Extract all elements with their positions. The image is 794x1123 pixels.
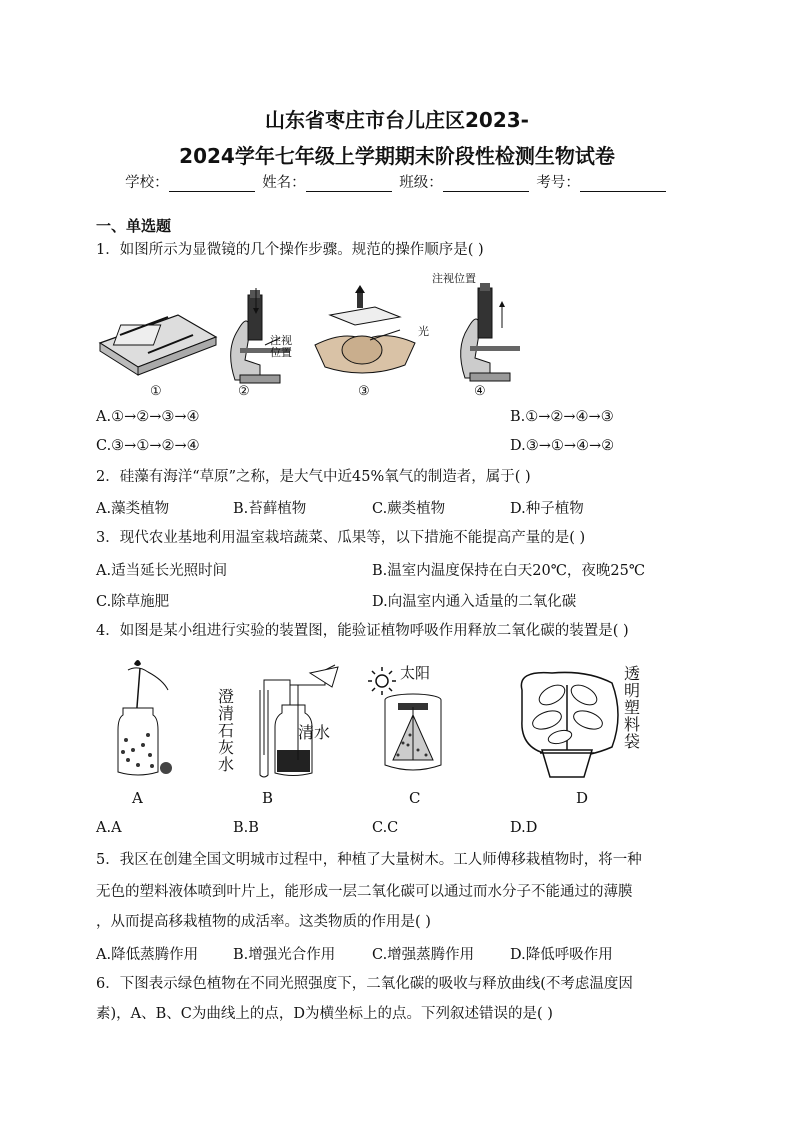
name-label: 姓名： [262,175,306,191]
exam-title-line2: 2024学年七年级上学期期末阶段性检测生物试卷 [179,144,615,168]
q4-fig-label-b: B [262,789,274,807]
exam-title-line1: 山东省枣庄市台儿庄区2023- [265,108,529,132]
q1-option-d[interactable]: D.③→①→④→② [510,438,615,454]
student-info-row [0,171,794,192]
section-heading: 一、单选题 [96,217,172,235]
q3-option-d[interactable]: D.向温室内通入适量的二氧化碳 [372,594,577,610]
q6-stem-line2: 素)，A、B、C为曲线上的点，D为横坐标上的点。下列叙述错误的是( ) [96,1006,553,1022]
q1-annot-watch [270,335,292,359]
q4-option-c[interactable]: C.C [372,820,399,836]
annot-bag-3: 料 [624,715,641,734]
q2-option-c[interactable]: C.蕨类植物 [372,501,446,517]
q4-annot-bag [624,665,640,750]
annot-bag-4: 袋 [624,732,641,751]
q1-fig-label-4: ④ [474,384,486,399]
class-label: 班级： [399,175,443,191]
annot-watch-2: 位置 [270,346,292,359]
q1-annot-light: 光 [418,325,429,338]
q4-fig-label-a: A [132,789,143,807]
q1-option-c[interactable]: C.③→①→②→④ [96,438,200,454]
q4-option-b[interactable]: B.B [233,820,259,836]
q4-annot-sun: 太阳 [400,664,431,682]
q4-figure-d-plant-bag [512,665,622,785]
school-label: 学校： [125,175,169,191]
q4-stem: 4．如图是某小组进行实验的装置图，能验证植物呼吸作用释放二氧化碳的装置是( ) [96,623,629,639]
q2-option-d[interactable]: D.种子植物 [510,501,584,517]
annot-lw-2: 石 [218,721,235,740]
annot-watch-1: 注视 [270,334,292,347]
q3-option-a[interactable]: A.适当延长光照时间 [96,563,228,579]
name-blank[interactable] [306,177,392,192]
q3-option-c[interactable]: C.除草施肥 [96,594,170,610]
q5-option-d[interactable]: D.降低呼吸作用 [510,947,613,963]
q2-option-b[interactable]: B.苔藓植物 [233,501,307,517]
annot-lw-4: 水 [218,755,235,774]
annot-lw-3: 灰 [218,738,235,757]
annot-lw-1: 清 [218,704,235,723]
q4-option-d[interactable]: D.D [510,820,538,836]
q2-stem: 2．硅藻有海洋“草原”之称，是大气中近45%氧气的制造者，属于( ) [96,469,531,485]
q4-fig-label-d: D [576,789,589,807]
q4-fig-label-c: C [409,789,421,807]
q1-stem: 1．如图所示为显微镜的几个操作步骤。规范的操作顺序是( ) [96,242,484,258]
q4-figure-a-candle-jar [108,660,178,780]
q1-fig-label-2: ② [238,384,250,399]
q1-figure-3-hands-slide [305,285,420,380]
q3-stem: 3．现代农业基地利用温室栽培蔬菜、瓜果等，以下措施不能提高产量的是( ) [96,530,586,546]
q5-stem-line2: 无色的塑料液体喷到叶片上，能形成一层二氧化碳可以通过而水分子不能通过的薄膜 [96,884,633,900]
q1-option-a[interactable]: A.①→②→③→④ [96,409,200,425]
q1-fig-label-3: ③ [358,384,370,399]
q3-option-b[interactable]: B.温室内温度保持在白天20℃，夜晚25℃ [372,563,646,579]
q1-annot-watch-top: 注视位置 [432,272,476,285]
q1-figure-1-microscope-stage [98,305,218,380]
q1-fig-label-1: ① [150,384,162,399]
id-label: 考号： [536,175,580,191]
q2-option-a[interactable]: A.藻类植物 [96,501,170,517]
q1-figure-4-microscope [450,283,530,383]
q5-option-a[interactable]: A.降低蒸腾作用 [96,947,199,963]
school-blank[interactable] [169,177,255,192]
id-blank[interactable] [580,177,666,192]
q5-stem-line1: 5．我区在创建全国文明城市过程中，种植了大量树木。工人师傅移栽植物时，将一种 [96,852,642,868]
annot-bag-2: 塑 [624,698,641,717]
q4-option-a[interactable]: A.A [96,820,122,836]
annot-bag-1: 明 [624,681,641,700]
q5-option-c[interactable]: C.增强蒸腾作用 [372,947,475,963]
q6-stem-line1: 6．下图表示绿色植物在不同光照强度下，二氧化碳的吸收与释放曲线(不考虑温度因 [96,976,633,992]
q5-stem-line3: ，从而提高移栽植物的成活率。这类物质的作用是( ) [96,914,431,930]
q4-annot-limewater [218,688,234,773]
q1-option-b[interactable]: B.①→②→④→③ [510,409,614,425]
q5-option-b[interactable]: B.增强光合作用 [233,947,336,963]
annot-lw-0: 澄 [218,687,235,706]
q4-annot-water: 清水 [298,723,331,742]
annot-bag-0: 透 [624,664,641,683]
class-blank[interactable] [443,177,529,192]
